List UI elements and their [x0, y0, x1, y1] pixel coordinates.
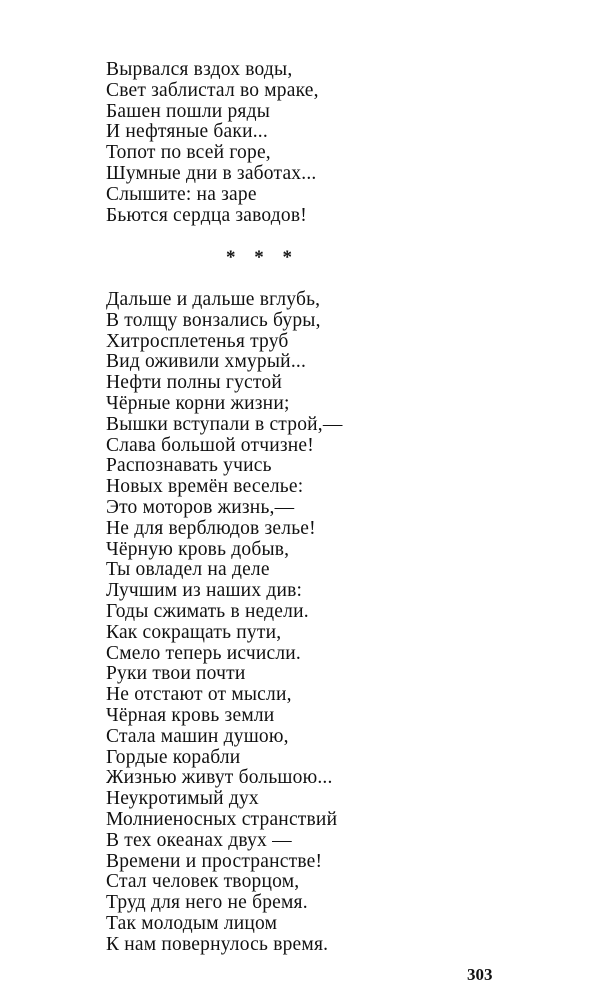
poem-line: Смело теперь исчисли. [106, 642, 301, 664]
poem-line: Стал человек творцом, [106, 871, 300, 893]
stanza-2 [106, 290, 526, 956]
poem-line: Ты овладел на деле [106, 559, 270, 581]
poem-line: Руки твои почти [106, 663, 246, 685]
poem-line: Новых времён веселье: [106, 476, 304, 498]
poem-line: В толщу вонзались буры, [106, 309, 321, 331]
poem-line: Чёрные корни жизни; [106, 392, 290, 414]
stanza-separator: * * * [226, 247, 299, 268]
poem-line: Вырвался вздох воды, [106, 59, 293, 80]
poem-line: Молниеносных странствий [106, 808, 338, 830]
poem-line: Чёрная кровь земли [106, 704, 275, 726]
stanza-1 [106, 60, 526, 226]
poem-line: Лучшим из наших див: [106, 580, 303, 602]
poem-line: Нефти полны густой [106, 372, 282, 394]
poem-line: Слава большой отчизне! [106, 434, 314, 456]
poem-line: Бьются сердца заводов! [106, 204, 307, 226]
poem-line: Распознавать учись [106, 455, 272, 477]
poem-line: Не отстают от мысли, [106, 684, 292, 706]
poem-line: Неукротимый дух [106, 788, 259, 810]
poem-line: Дальше и дальше вглубь, [106, 289, 321, 310]
poem-line: Не для верблюдов зелье! [106, 517, 316, 539]
poem-line: И нефтяные баки... [106, 121, 268, 143]
poem-line: Свет заблистал во мраке, [106, 79, 319, 101]
poem-line: Так молодым лицом [106, 912, 278, 934]
poem-line: Как сокращать пути, [106, 621, 282, 643]
poem-line: Годы сжимать в недели. [106, 600, 309, 622]
poem-line: Хитросплетенья труб [106, 330, 289, 352]
poem-line: Времени и пространстве! [106, 850, 323, 872]
poem-line: Вид оживили хмурый... [106, 351, 307, 373]
poem-line: Труд для него не бремя. [106, 892, 308, 914]
poem-line: Это моторов жизнь,— [106, 496, 295, 518]
poem-line: Жизнью живут большою... [106, 767, 333, 789]
poem-line: В тех океанах двух — [106, 829, 292, 851]
poem-line: Слышите: на заре [106, 183, 257, 205]
poem-line: Шумные дни в заботах... [106, 162, 317, 184]
poem-line: Топот по всей горе, [106, 142, 271, 164]
poem-line: Вышки вступали в строй,— [106, 413, 343, 435]
page-number: 303 [467, 965, 493, 984]
poem-line: Чёрную кровь добыв, [106, 538, 290, 560]
poem-line: Стала машин душою, [106, 725, 289, 747]
poem-line: Башен пошли ряды [106, 100, 271, 122]
poem-line: Гордые корабли [106, 746, 241, 768]
poem-line: К нам повернулось время. [106, 933, 329, 955]
